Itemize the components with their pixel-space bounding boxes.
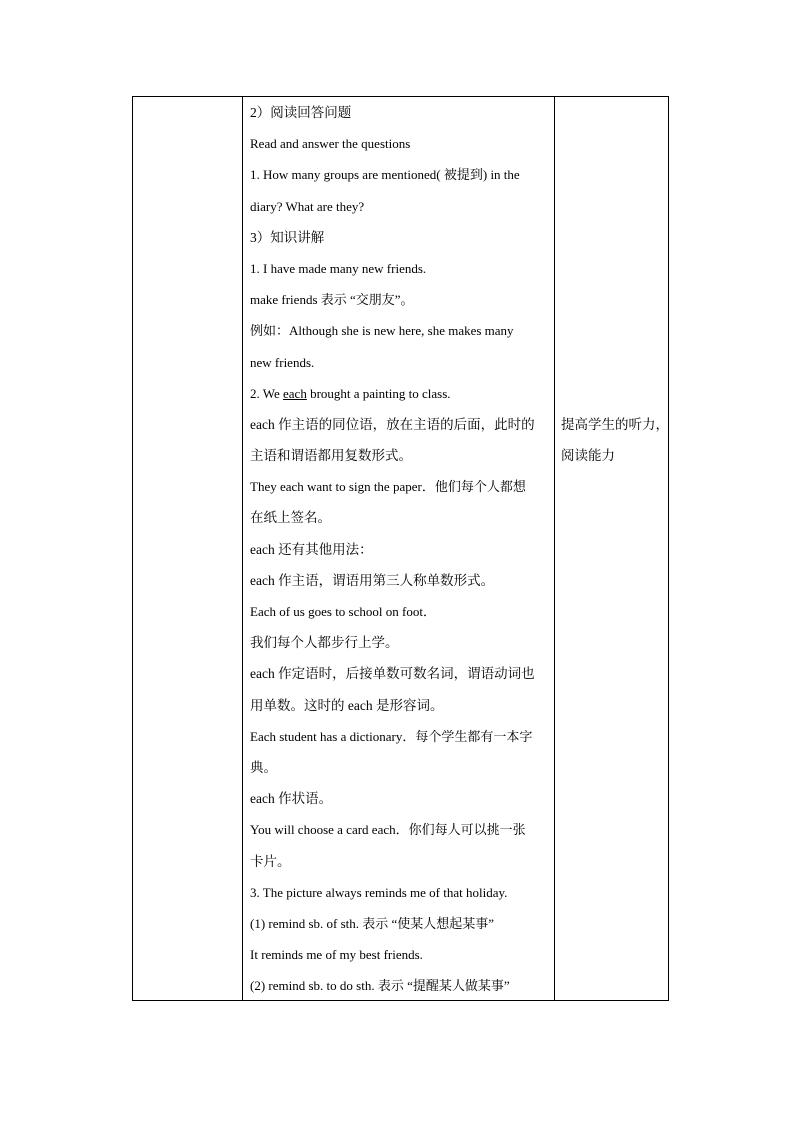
example-choose-card-continued: 卡片。 — [250, 853, 291, 869]
teaching-goal-text — [561, 409, 669, 471]
example-school-translation: 我们每个人都步行上学。 — [250, 635, 399, 651]
lesson-plan-table — [132, 96, 669, 1001]
example-dictionary: Each student has a dictionary．每个学生都有一本字 — [250, 728, 533, 744]
example-school-on-foot: Each of us goes to school on foot． — [250, 604, 436, 619]
section-heading-reading: 2）阅读回答问题 — [250, 105, 352, 120]
point-2-prefix: 2. We — [250, 385, 284, 401]
point-1-sentence: 1. I have made many new friends. — [250, 260, 427, 276]
remind-of-example: It reminds me of my best friends. — [250, 947, 423, 963]
section-heading-knowledge: 3）知识讲解 — [250, 229, 325, 245]
underlined-each: each — [283, 385, 307, 401]
example-line: 例如：Although she is new here, she makes many — [250, 323, 514, 339]
point-3-sentence: 3. The picture always reminds me of that holiday. — [250, 884, 508, 900]
remind-to-do-note: (2) remind sb. to do sth. 表示 “提醒某人做某事” — [250, 978, 510, 994]
instruction-line: Read and answer the questions — [250, 136, 411, 152]
each-appositive-note-continued: 主语和谓语都用复数形式。 — [250, 448, 412, 464]
example-dictionary-continued: 典。 — [250, 759, 277, 775]
teaching-goal-cell — [555, 97, 668, 1000]
each-appositive-note: each 作主语的同位语，放在主语的后面，此时的 — [250, 416, 535, 432]
each-as-attributive-note: each 作定语时，后接单数可数名词，谓语动词也 — [250, 666, 535, 682]
question-line: 1. How many groups are mentioned( 被提到) in the — [250, 167, 520, 183]
example-sign-paper-continued: 在纸上签名。 — [250, 510, 331, 526]
remind-of-note: (1) remind sb. of sth. 表示 “使某人想起某事” — [250, 915, 495, 931]
point-2-suffix: brought a painting to class. — [306, 385, 451, 401]
example-choose-card: You will choose a card each．你们每人可以挑一张 — [250, 822, 526, 838]
teaching-goal-line-2: 阅读能力 — [561, 448, 615, 464]
example-sign-paper: They each want to sign the paper．他们每个人都想 — [250, 479, 526, 495]
question-line-continued: diary? What are they? — [250, 198, 365, 214]
each-other-usage: each 还有其他用法： — [250, 541, 373, 557]
make-friends-note: make friends 表示 “交朋友”。 — [250, 292, 414, 308]
example-line-continued: new friends. — [250, 354, 315, 370]
left-column-cell — [133, 97, 243, 1000]
each-as-adverbial-note: each 作状语。 — [250, 791, 333, 807]
each-as-subject-note: each 作主语，谓语用第三人称单数形式。 — [250, 572, 495, 588]
point-2-sentence — [250, 378, 554, 409]
each-as-attributive-note-continued: 用单数。这时的 each 是形容词。 — [250, 697, 444, 713]
teaching-content-cell — [243, 97, 555, 1000]
teaching-goal-line-1: 提高学生的听力， — [561, 417, 669, 432]
